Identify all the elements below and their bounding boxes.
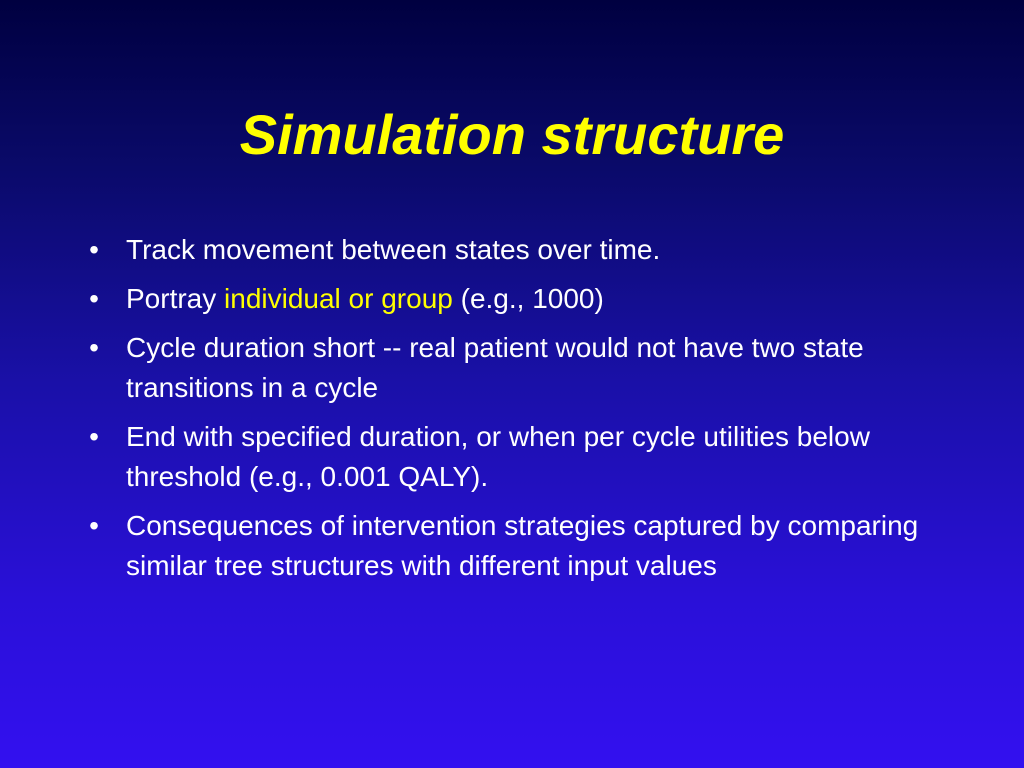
bullet-item	[84, 328, 964, 408]
bullet-text: Consequences of intervention strategies captured by comparing similar tree structures with different input values	[126, 510, 919, 581]
bullet-dot-icon: •	[89, 234, 99, 265]
bullet-item	[84, 279, 964, 319]
bullet-dot-icon: •	[89, 510, 99, 541]
bullet-text: Cycle duration short -- real patient would not have two state transitions in a cycle	[126, 332, 864, 403]
bullet-item	[84, 230, 964, 270]
bullet-dot-icon: •	[89, 332, 99, 363]
bullet-dot-icon: •	[89, 283, 99, 314]
bullet-text: End with specified duration, or when per cycle utilities below threshold (e.g., 0.001 QALY).	[126, 421, 870, 492]
bullet-text-prefix: Portray	[126, 283, 225, 314]
bullet-dot-icon: •	[89, 421, 99, 452]
bullet-text: Track movement between states over time.	[126, 234, 661, 265]
bullet-item	[84, 417, 964, 497]
bullet-list	[84, 230, 964, 595]
slide-title: Simulation structure	[239, 103, 785, 166]
bullet-highlight: individual or group	[224, 283, 453, 314]
bullet-item	[84, 506, 964, 586]
bullet-text-suffix: (e.g., 1000)	[452, 283, 604, 314]
